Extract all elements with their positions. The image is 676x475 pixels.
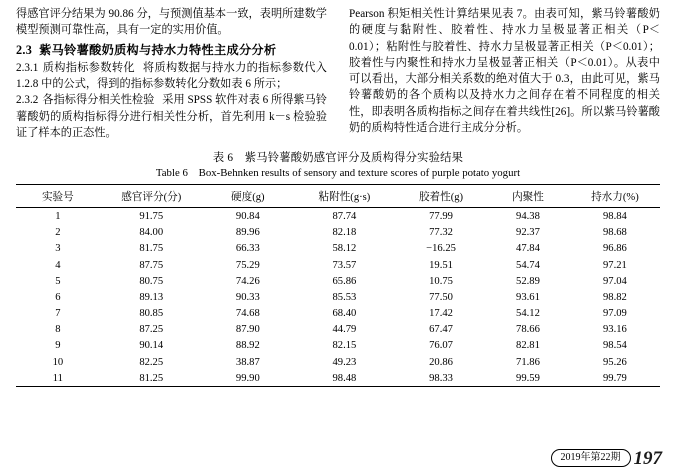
table-caption-en: Table 6 Box-Behnken results of sensory and texture scores of purple potato yogurt [155,167,521,180]
column-header-sensory: 感官评分(分) [100,185,203,208]
cell-sensory: 87.75 [139,259,164,271]
cell-adhesiveness: 58.12 [332,243,357,255]
cell-hardness: 74.68 [235,308,260,320]
cell-cohesiveness: 52.89 [516,275,540,287]
cell-trial: 3 [55,243,61,255]
column-header-adhesiveness: 粘附性(g·s) [293,185,396,208]
subsection-2-3-1-title: 质构指标参数转化 [42,61,135,74]
cell-cohesiveness: 47.84 [516,243,540,255]
cell-hardness: 87.90 [235,324,260,336]
table-row [16,208,660,225]
cell-water-holding: 96.86 [602,243,627,255]
cell-sensory: 80.85 [139,308,164,320]
table-row [16,241,660,257]
column-header-water-holding: 持水力(%) [570,185,660,208]
cell-cohesiveness: 99.59 [486,370,570,387]
cell-hardness: 74.26 [235,275,260,287]
table-row [16,225,660,241]
cell-hardness: 88.92 [235,340,260,352]
cell-water-holding: 97.09 [602,308,627,320]
cell-water-holding: 99.79 [570,370,660,387]
table-row [16,306,660,322]
cell-cohesiveness: 92.37 [516,227,540,239]
cell-gumminess: 19.51 [429,259,453,271]
cell-gumminess: 20.86 [429,356,453,368]
table-header-row [16,185,660,208]
cell-gumminess: −16.25 [426,243,456,255]
cell-gumminess: 77.50 [429,291,453,303]
column-header-hardness: 硬度(g) [203,185,293,208]
cell-cohesiveness: 71.86 [516,356,540,368]
cell-sensory: 82.25 [139,356,164,368]
cell-trial: 8 [55,324,61,336]
cell-gumminess: 10.75 [429,275,453,287]
cell-adhesiveness: 44.79 [332,324,357,336]
column-header-cohesiveness: 内聚性 [486,185,570,208]
cell-gumminess: 67.47 [429,324,453,336]
right-paragraph-1: Pearson 积矩相关性计算结果见表 7。由表可知，紫马铃薯酸奶的硬度与黏附性、胶着性、持水力呈极显著正相关（P＜0.01）；粘附性与胶着性、持水力呈极显著正相关（P＜0.01）；胶着性与内聚性和持水力呈极显著正相关（P＜0.01）。从表中可以看出，大部分相关系数的绝对值大于 0.3，由此可见，紫马铃薯酸奶的各个质构以及持水力之间存在着不同程度的相关性，即表明各质构指标之间存在着共线性[26]。所以紫马铃薯酸奶的质构特性适合进行主成分分析。 [349,8,660,135]
cell-hardness: 89.96 [235,227,260,239]
table-header [16,185,660,208]
section-heading-title: 紫马铃薯酸奶质构与持水力特性主成分分析 [39,42,277,57]
cell-gumminess: 98.33 [396,370,486,387]
cell-trial: 7 [55,308,61,320]
left-paragraph-1: 得感官评分结果为 90.86 分，与预测值基本一致，表明所建数学模型预测可靠性高，具有一定的实用价值。 [16,8,327,37]
cell-sensory: 84.00 [139,227,164,239]
left-column [16,6,327,141]
table-caption [16,151,660,181]
page-footer [551,449,663,468]
right-column [349,6,660,141]
cell-trial: 2 [55,227,61,239]
cell-sensory: 90.14 [139,340,164,352]
cell-trial: 11 [16,370,100,387]
cell-adhesiveness: 49.23 [332,356,357,368]
cell-sensory: 89.13 [139,291,164,303]
cell-adhesiveness: 87.74 [332,210,357,222]
cell-water-holding: 97.21 [602,259,627,271]
table-row [16,289,660,305]
cell-cohesiveness: 54.74 [516,259,540,271]
cell-adhesiveness: 85.53 [332,291,357,303]
table-body [16,208,660,387]
table-row [16,322,660,338]
cell-sensory: 87.25 [139,324,164,336]
cell-trial: 9 [55,340,61,352]
cell-gumminess: 17.42 [429,308,453,320]
page-number: 197 [633,448,662,469]
cell-sensory: 81.25 [100,370,203,387]
cell-sensory: 81.75 [139,243,164,255]
table-row [16,354,660,370]
section-heading-number: 2.3 [16,42,33,57]
subsection-2-3-2-title: 各指标得分相关性检验 [42,94,155,107]
cell-cohesiveness: 93.61 [516,291,540,303]
cell-cohesiveness: 78.66 [516,324,540,336]
cell-adhesiveness: 73.57 [332,259,357,271]
cell-gumminess: 77.99 [429,210,453,222]
cell-cohesiveness: 82.81 [516,340,540,352]
section-heading [16,42,327,58]
cell-water-holding: 93.16 [602,324,627,336]
cell-hardness: 90.84 [235,210,260,222]
subsection-2-3-2-label: 2.3.2 [16,94,39,107]
subsection-2-3-1 [16,60,327,93]
cell-trial: 1 [55,210,61,222]
cell-trial: 4 [55,259,61,271]
table-6-block [16,151,660,387]
table-row [16,370,660,387]
cell-water-holding: 95.26 [602,356,627,368]
cell-hardness: 99.90 [203,370,293,387]
subsection-2-3-2 [16,92,327,141]
table-row [16,257,660,273]
cell-gumminess: 76.07 [429,340,453,352]
subsection-2-3-1-label: 2.3.1 [16,61,39,74]
cell-adhesiveness: 98.48 [293,370,396,387]
subsection-2-3-1-text: 将质构数据与持水力的指标参数代入 1.2.8 中的公式，得到的指标参数转化分数如表 6 所示； [16,61,327,91]
cell-trial: 10 [52,356,64,368]
cell-sensory: 80.75 [139,275,164,287]
results-table [16,184,660,387]
cell-water-holding: 98.54 [602,340,627,352]
cell-water-holding: 97.04 [602,275,627,287]
cell-adhesiveness: 65.86 [332,275,357,287]
cell-trial: 5 [55,275,61,287]
cell-adhesiveness: 68.40 [332,308,357,320]
cell-hardness: 66.33 [235,243,260,255]
cell-gumminess: 77.32 [429,227,453,239]
cell-cohesiveness: 94.38 [516,210,540,222]
table-caption-cn: 表 6 紫马铃薯酸奶感官评分及质构得分实验结果 [212,152,464,165]
issue-badge: 2019年第22期 [551,449,631,468]
cell-adhesiveness: 82.18 [332,227,357,239]
cell-adhesiveness: 82.15 [332,340,357,352]
column-header-trial: 实验号 [16,185,100,208]
table-row [16,273,660,289]
subsection-2-3-2-text: 采用 SPSS 软件对表 6 所得紫马铃薯酸奶的质构指标得分进行相关性分析，首先利用 k－s 检验验证了样本的正态性。 [16,94,327,140]
cell-water-holding: 98.82 [602,291,627,303]
column-header-gumminess: 胶着性(g) [396,185,486,208]
cell-sensory: 91.75 [139,210,164,222]
cell-hardness: 90.33 [235,291,260,303]
cell-hardness: 38.87 [235,356,260,368]
cell-water-holding: 98.68 [602,227,627,239]
cell-water-holding: 98.84 [602,210,627,222]
article-columns [0,0,676,141]
cell-trial: 6 [55,291,61,303]
table-row [16,338,660,354]
cell-cohesiveness: 54.12 [516,308,540,320]
cell-hardness: 75.29 [235,259,260,271]
